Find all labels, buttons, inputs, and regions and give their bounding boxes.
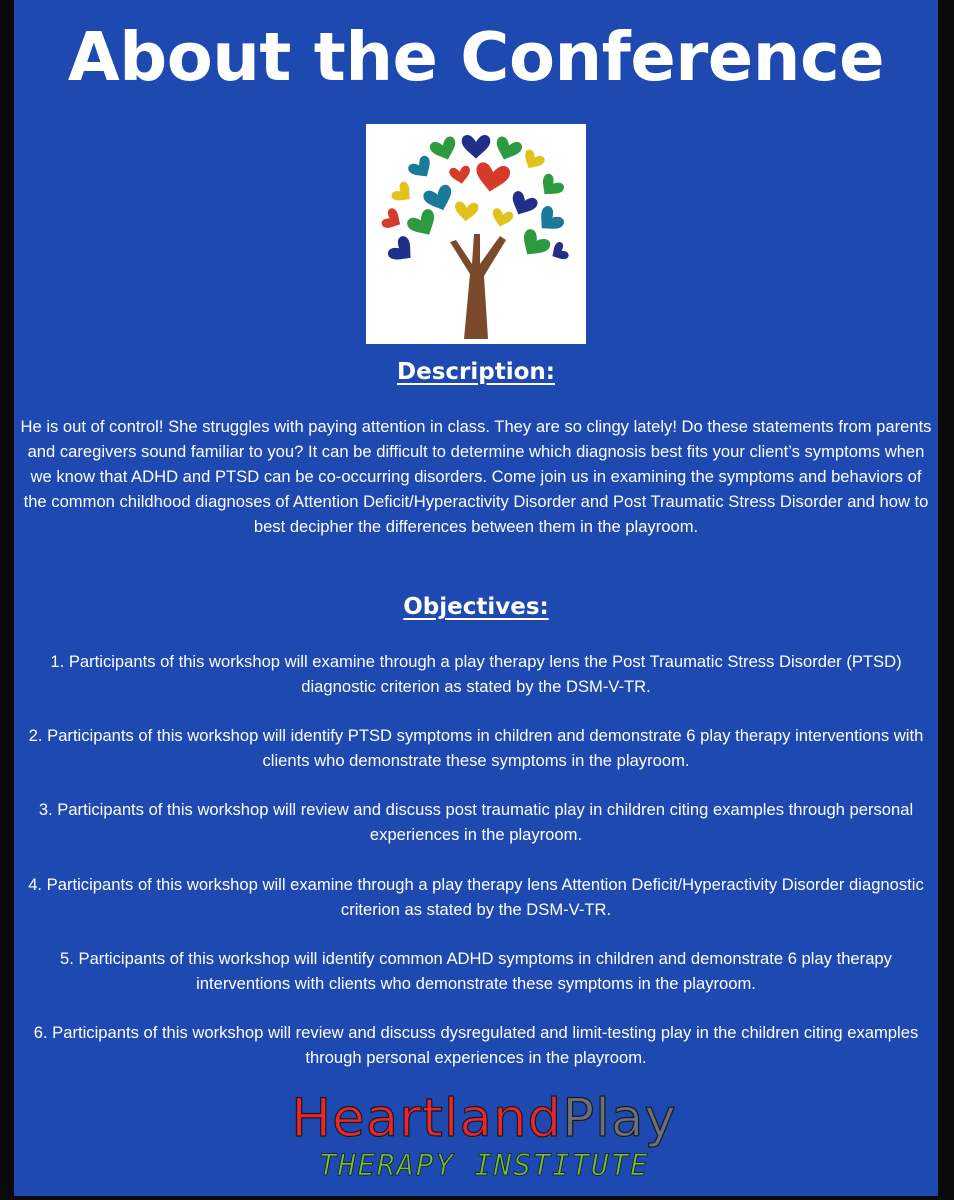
objective-item: 2. Participants of this workshop will identify PTSD symptoms in children and demonstrate 6 play therapy interventions with clients who demonstrate these symptoms in the playroom. (28, 726, 924, 770)
objective-item: 3. Participants of this workshop will review and discuss post traumatic play in children citing examples through personal experiences in the playroom. (38, 800, 914, 844)
objective-item: 1. Participants of this workshop will examine through a play therapy lens the Post Traumatic Stress Disorder (PTSD) diagnostic criterion as stated by the DSM-V-TR. (50, 652, 902, 696)
objective-item: 6. Participants of this workshop will review and discuss dysregulated and limit-testing play in the children citing examples through personal experiences in the playroom. (33, 1023, 919, 1067)
logo-play-text: Play (562, 1088, 677, 1149)
page-title: About the Conference (67, 18, 885, 96)
logo-subtitle: THERAPY INSTITUTE (318, 1148, 650, 1182)
logo-heartland-text: Heartland (291, 1088, 563, 1149)
heartland-play-logo (254, 1088, 714, 1192)
description-heading: Description: (397, 359, 555, 385)
objective-item: 5. Participants of this workshop will identify common ADHD symptoms in children and demonstrate 6 play therapy interventions with clients who demonstrate these symptoms in the playroom. (60, 949, 892, 993)
logo-wordmark (254, 1088, 714, 1150)
heart-tree-icon (366, 124, 586, 344)
objectives-heading: Objectives: (403, 594, 549, 620)
objective-item: 4. Participants of this workshop will examine through a play therapy lens Attention Deficit/Hyperactivity Disorder diagnostic criterion as stated by the DSM-V-TR. (28, 875, 924, 919)
conference-flyer (14, 0, 938, 1196)
description-text: He is out of control! She struggles with paying attention in class. They are so clingy lately! Do these statements from parents and caregivers sound familiar to you? It can be difficult to determine which diagnosis best fits your client’s symptoms when we know that ADHD and PTSD can be co-occurring disorders. Come join us in examining the symptoms and behaviors of the common childhood diagnoses of Attention Deficit/Hyperactivity Disorder and Post Traumatic Stress Disorder and how to best decipher the differences between them in the playroom. (20, 417, 932, 536)
